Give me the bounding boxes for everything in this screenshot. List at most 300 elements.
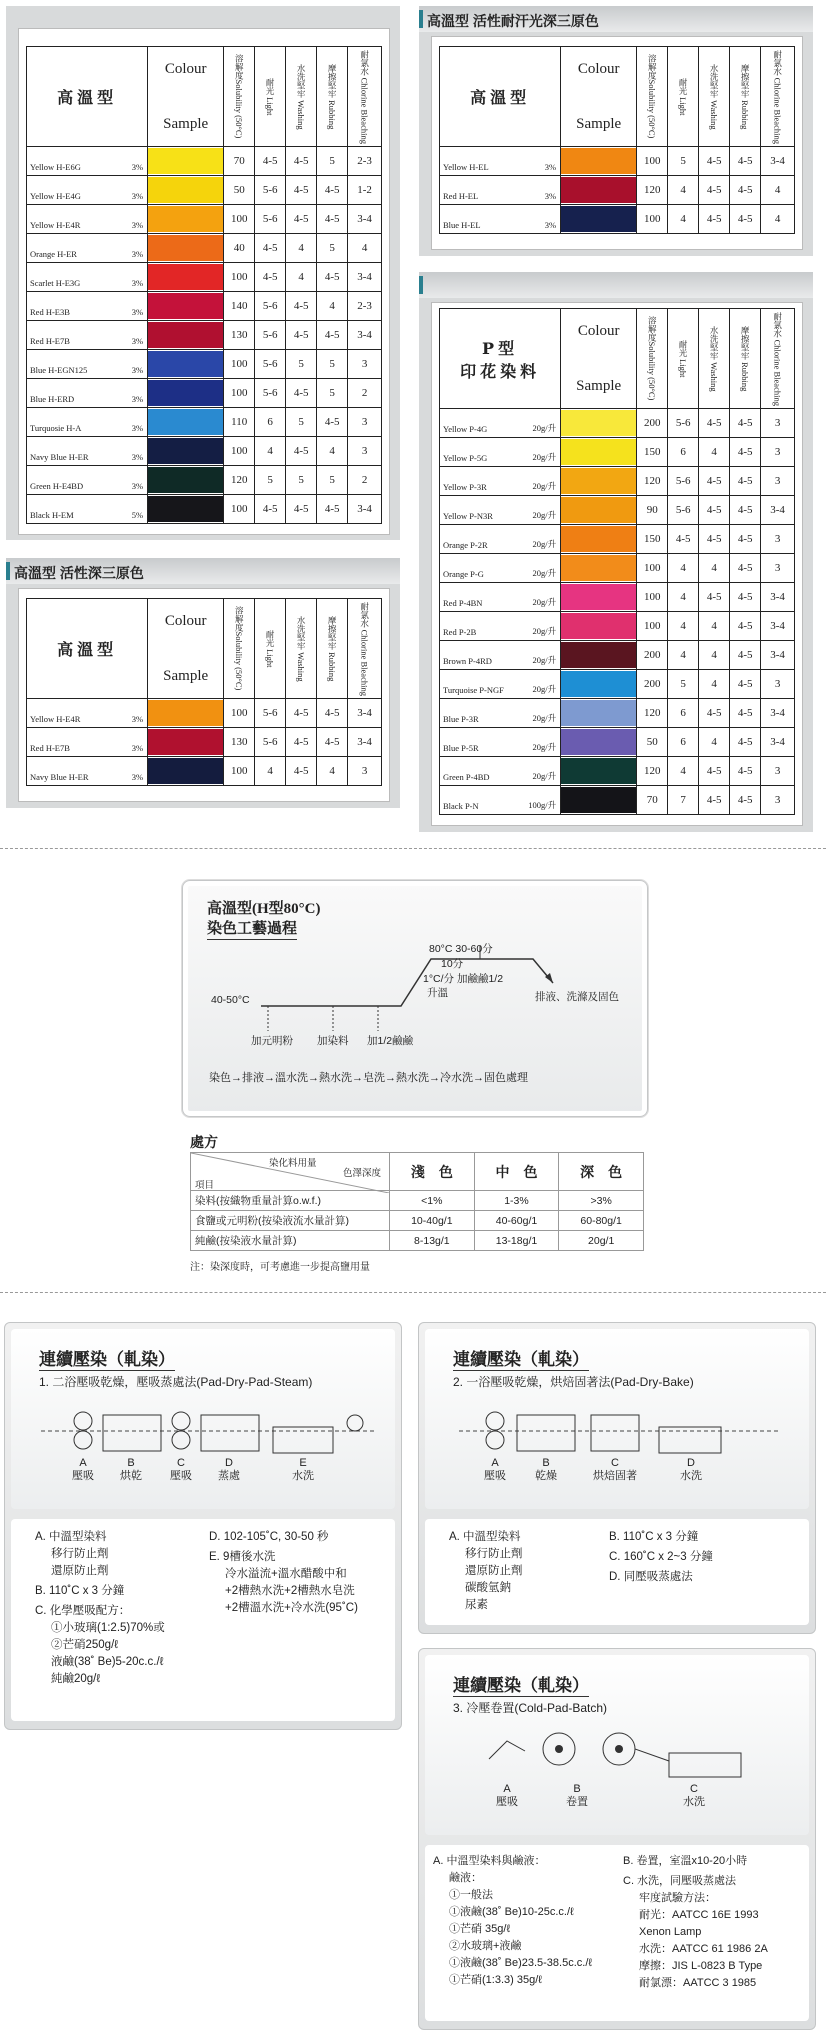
dye-value: 5: [286, 466, 317, 495]
process-subtitle: 染色工藝過程: [207, 919, 297, 940]
continuous-dyeing-1: [4, 1322, 402, 1730]
continuous-dyeing-2: [418, 1322, 816, 1634]
dye-row: [27, 699, 382, 728]
dye-value: 100: [637, 554, 668, 583]
dye-value: 40: [224, 234, 255, 263]
dye-value: 3-4: [761, 612, 795, 641]
dye-value: 4-5: [286, 728, 317, 757]
dye-value: 4-5: [730, 554, 761, 583]
colour-sample-header: Colour Sample: [561, 309, 637, 409]
pad-dry-bake-diagram: [419, 1323, 815, 1523]
note-line: B. 110˚C x 3 分鐘: [35, 1585, 125, 1597]
dye-name: Yellow H-EL 3%: [440, 147, 561, 176]
fastness-header-0: 溶解度Solubility (50°C): [224, 47, 255, 147]
dye-value: 130: [224, 321, 255, 350]
colour-swatch: [561, 612, 637, 641]
colour-swatch: [148, 176, 224, 205]
note-line: C. 化學壓吸配方：: [35, 1605, 131, 1617]
dye-value: 4: [317, 757, 348, 786]
dye-value: 4: [699, 438, 730, 467]
table-title-cell: [27, 599, 148, 699]
dye-row: [27, 757, 382, 786]
recipe-item: 染料(按織物重量計算o.w.f.): [191, 1191, 390, 1211]
dye-value: 70: [224, 147, 255, 176]
colour-swatch: [148, 205, 224, 234]
dye-table-perspiration: [439, 46, 795, 234]
colour-swatch: [148, 466, 224, 495]
note-line: 耐光：AATCC 16E 1993: [639, 1909, 759, 1921]
dye-name: Red H-E7B 3%: [27, 728, 148, 757]
col-medium: 中 色: [474, 1153, 559, 1191]
dye-value: 3: [761, 409, 795, 438]
dye-value: 4-5: [699, 525, 730, 554]
dye-value: 140: [224, 292, 255, 321]
dye-value: 5-6: [255, 176, 286, 205]
fastness-header-3: 摩擦堅牢 Rubbing: [730, 47, 761, 147]
dye-value: 100: [224, 379, 255, 408]
dye-value: 4-5: [286, 379, 317, 408]
note-line: +2槽溫水洗+冷水洗(95˚C): [225, 1602, 358, 1614]
dye-value: 4-5: [286, 495, 317, 524]
fastness-header-4: 耐氯水 Chlorine Bleaching: [348, 47, 382, 147]
dye-panel-high-temp: [6, 6, 400, 540]
dye-row: [27, 379, 382, 408]
note-line: 尿素: [465, 1599, 488, 1611]
stage-c: C 烘焙固著: [593, 1457, 637, 1482]
dye-name: Green H-E4BD 3%: [27, 466, 148, 495]
fastness-header-1: 耐光 Light: [668, 309, 699, 409]
dye-value: 4-5: [286, 437, 317, 466]
dye-value: 90: [637, 496, 668, 525]
dye-value: 2: [348, 466, 382, 495]
note-line: D. 102-105˚C, 30-50 秒: [209, 1531, 329, 1543]
recipe-note: 注：染深度時，可考慮進一步提高鹽用量: [190, 1262, 370, 1273]
colour-swatch: [148, 699, 224, 728]
stage-b: B 乾燥: [535, 1457, 557, 1482]
dye-name: Yellow P-4G 20g/升: [440, 409, 561, 438]
colour-swatch: [148, 728, 224, 757]
dye-name: Navy Blue H-ER 3%: [27, 437, 148, 466]
colour-swatch: [148, 263, 224, 292]
dye-row: [440, 641, 795, 670]
table-title-cell: [440, 309, 561, 409]
fastness-header-1: 耐光 Light: [668, 47, 699, 147]
dye-row: [440, 205, 795, 234]
dye-value: 7: [668, 786, 699, 815]
colour-swatch: [148, 379, 224, 408]
dye-value: 4-5: [730, 583, 761, 612]
note-line: A. 中溫型染料: [35, 1531, 107, 1543]
dye-row: [440, 176, 795, 205]
colour-swatch: [561, 641, 637, 670]
colour-swatch: [561, 205, 637, 234]
dye-name: Navy Blue H-ER 3%: [27, 757, 148, 786]
dye-value: 4-5: [730, 612, 761, 641]
section-title: 連續壓染（軋染）: [453, 1345, 589, 1371]
dye-value: 4-5: [730, 699, 761, 728]
fastness-header-2: 水洗堅牢 Washing: [699, 309, 730, 409]
dye-value: 4-5: [699, 409, 730, 438]
note-line: ①小玻璃(1:2.5)70%或: [51, 1622, 165, 1634]
dye-value: 4-5: [699, 699, 730, 728]
pad-dry-pad-steam-notes: [35, 1529, 165, 1688]
stage-d: D 蒸處: [218, 1457, 240, 1482]
dye-value: 5: [668, 670, 699, 699]
dye-value: 4-5: [730, 176, 761, 205]
cold-pad-batch-notes-2: [623, 1853, 768, 1992]
dye-value: 4-5: [730, 147, 761, 176]
dye-row: [27, 728, 382, 757]
dye-value: 150: [637, 525, 668, 554]
dye-name: Brown P-4RD 20g/升: [440, 641, 561, 670]
dye-value: 4-5: [286, 147, 317, 176]
fastness-header-4: 耐氯水 Chlorine Bleaching: [348, 599, 382, 699]
note-line: C. 水洗，同壓吸蒸處法: [623, 1875, 737, 1887]
dye-value: 4-5: [699, 757, 730, 786]
table-title-cell: [27, 47, 148, 147]
colour-sample-header: Colour Sample: [148, 599, 224, 699]
fastness-header-1: 耐光 Light: [255, 599, 286, 699]
dye-name: Yellow P-3R 20g/升: [440, 467, 561, 496]
dye-value: 2-3: [348, 147, 382, 176]
dye-table-print: [439, 308, 795, 815]
dye-value: 1-2: [348, 176, 382, 205]
dye-value: 5-6: [255, 205, 286, 234]
panel-heading: 高溫型 活性深三原色: [14, 565, 144, 581]
dye-value: 150: [637, 438, 668, 467]
dye-value: 3-4: [348, 699, 382, 728]
note-line: D. 同壓吸蒸處法: [609, 1571, 693, 1583]
fastness-header-3: 摩擦堅牢 Rubbing: [317, 599, 348, 699]
dye-row: [27, 176, 382, 205]
dye-table-deep-primary: [26, 598, 382, 786]
dye-value: 100: [637, 612, 668, 641]
table-title: 高溫型: [57, 88, 118, 107]
process-box: [182, 880, 648, 1117]
dye-value: 5: [317, 379, 348, 408]
fastness-header-1: 耐光 Light: [255, 47, 286, 147]
dye-value: 3-4: [761, 699, 795, 728]
dye-value: 4: [668, 757, 699, 786]
dye-name: Red H-E7B 3%: [27, 321, 148, 350]
dye-value: 120: [637, 176, 668, 205]
cold-pad-batch-diagram: [419, 1649, 815, 1849]
dye-value: 4-5: [699, 467, 730, 496]
dye-value: 4-5: [255, 147, 286, 176]
dye-value: 200: [637, 670, 668, 699]
dye-name: Scarlet H-E3G 3%: [27, 263, 148, 292]
dye-name: Red H-E3B 3%: [27, 292, 148, 321]
panel-heading: 高溫型 活性耐汗光深三原色: [427, 13, 599, 29]
dye-value: 3: [761, 525, 795, 554]
table-title: 高溫型: [57, 640, 118, 659]
dye-value: 120: [224, 466, 255, 495]
dye-value: 3-4: [348, 263, 382, 292]
dye-row: [27, 437, 382, 466]
dye-value: 4-5: [317, 263, 348, 292]
dye-panel-perspiration: [419, 6, 813, 256]
dye-value: 3: [348, 408, 382, 437]
fastness-header-4: 耐氯水 Chlorine Bleaching: [761, 309, 795, 409]
note-line: C. 160˚C x 2~3 分鐘: [609, 1551, 713, 1563]
fastness-header-3: 摩擦堅牢 Rubbing: [730, 309, 761, 409]
colour-swatch: [148, 147, 224, 176]
stage-e: E 水洗: [292, 1457, 314, 1482]
dye-value: 5: [668, 147, 699, 176]
colour-swatch: [561, 699, 637, 728]
colour-swatch: [561, 467, 637, 496]
dye-value: 4: [761, 205, 795, 234]
section-title: 連續壓染（軋染）: [453, 1671, 589, 1697]
heating-rate: 1°C/分 加鹼鹼1/2: [423, 973, 504, 985]
dye-value: 100: [637, 583, 668, 612]
dye-value: 4-5: [730, 496, 761, 525]
fastness-header-0: 溶解度Solubility (50°C): [637, 309, 668, 409]
note-line: +2槽熱水洗+2槽熱水皂洗: [225, 1585, 355, 1597]
dye-value: 5-6: [668, 409, 699, 438]
dye-row: [440, 438, 795, 467]
step-1: 加元明粉: [251, 1035, 293, 1047]
dye-row: [440, 496, 795, 525]
dye-value: 4-5: [317, 205, 348, 234]
dye-value: 6: [255, 408, 286, 437]
dye-value: 5-6: [255, 292, 286, 321]
dye-value: 6: [668, 699, 699, 728]
dye-value: 5-6: [255, 379, 286, 408]
dye-value: 3: [761, 670, 795, 699]
fastness-header-0: 溶解度Solubility (50°C): [224, 599, 255, 699]
dye-row: [440, 583, 795, 612]
dye-value: 100: [224, 350, 255, 379]
dye-value: 100: [224, 495, 255, 524]
dye-name: Yellow H-E4R 3%: [27, 699, 148, 728]
divider: [0, 848, 826, 849]
dye-value: 4-5: [255, 234, 286, 263]
note-line: 液鹼(38˚ Be)5-20c.c./ℓ: [51, 1656, 164, 1668]
dye-value: 5: [317, 234, 348, 263]
dye-row: [440, 728, 795, 757]
dye-value: 4: [699, 670, 730, 699]
note-line: ①液鹼(38˚ Be)10-25c.c./ℓ: [449, 1906, 574, 1918]
dye-value: 4: [699, 728, 730, 757]
note-line: ①液鹼(38˚ Be)23.5-38.5c.c./ℓ: [449, 1957, 592, 1969]
dye-value: 3: [761, 786, 795, 815]
dye-name: Turquosie H-A 3%: [27, 408, 148, 437]
dye-value: 5: [317, 350, 348, 379]
dye-row: [27, 205, 382, 234]
dye-value: 4-5: [699, 496, 730, 525]
dye-value: 4: [286, 263, 317, 292]
dye-value: 4: [668, 176, 699, 205]
note-line: A. 中溫型染料與鹼液：: [433, 1855, 546, 1867]
table-title: 高溫型: [470, 88, 531, 107]
dye-name: Black P-N 100g/升: [440, 786, 561, 815]
dye-row: [27, 466, 382, 495]
process-flow: 染色→排液→溫水洗→熱水洗→皂洗→熱水洗→冷水洗→固色處理: [209, 1072, 528, 1084]
pad-dry-bake-notes-2: [609, 1529, 713, 1586]
dye-value: 4-5: [730, 786, 761, 815]
note-line: Xenon Lamp: [639, 1926, 702, 1938]
dye-value: 6: [668, 438, 699, 467]
colour-swatch: [148, 234, 224, 263]
dye-row: [440, 670, 795, 699]
note-line: 鹼液：: [449, 1872, 482, 1884]
note-line: ②水玻璃+液鹼: [449, 1940, 522, 1952]
dye-value: 4-5: [317, 408, 348, 437]
dye-value: 4-5: [730, 205, 761, 234]
stage-b: B 烘乾: [120, 1457, 142, 1482]
pad-dry-bake-notes: [449, 1529, 523, 1614]
dye-value: 4-5: [317, 321, 348, 350]
dye-value: 2-3: [348, 292, 382, 321]
dye-value: 4: [668, 612, 699, 641]
colour-swatch: [561, 786, 637, 815]
dye-value: 3-4: [348, 728, 382, 757]
note-line: 水洗：AATCC 61 1986 2A: [639, 1943, 768, 1955]
dye-row: [27, 234, 382, 263]
note-line: ②芒硝250g/ℓ: [51, 1639, 118, 1651]
step-2: 加染料: [317, 1035, 349, 1047]
col-deep: 深 色: [559, 1153, 644, 1191]
dye-value: 100: [224, 699, 255, 728]
temp-low: 40-50°C: [211, 994, 250, 1006]
dye-row: [27, 408, 382, 437]
dye-name: Blue P-3R 20g/升: [440, 699, 561, 728]
dye-table-high-temp: [26, 46, 382, 524]
stage-c: C 壓吸: [170, 1457, 192, 1482]
dye-value: 5-6: [255, 728, 286, 757]
colour-swatch: [148, 495, 224, 524]
dye-value: 5-6: [255, 350, 286, 379]
stage-b: B 卷置: [566, 1783, 588, 1808]
dye-value: 5: [317, 147, 348, 176]
stage-a: A 壓吸: [496, 1783, 518, 1808]
dye-value: 3-4: [761, 496, 795, 525]
dye-name: Orange P-2R 20g/升: [440, 525, 561, 554]
dye-value: 3: [348, 350, 382, 379]
dye-value: 4-5: [699, 147, 730, 176]
col-light: 淺 色: [390, 1153, 475, 1191]
dye-row: [440, 409, 795, 438]
dye-value: 3: [761, 757, 795, 786]
table-title-2: 印花染料: [460, 361, 541, 381]
dye-name: Yellow H-E4G 3%: [27, 176, 148, 205]
dye-name: Red P-2B 20g/升: [440, 612, 561, 641]
dye-value: 4-5: [255, 495, 286, 524]
process-title: 高溫型(H型80°C): [207, 901, 321, 917]
drain-label: 排液、洗滌及固色: [535, 991, 619, 1003]
dye-value: 4-5: [699, 176, 730, 205]
section-subtitle: 1. 二浴壓吸乾燥，壓吸蒸處法(Pad-Dry-Pad-Steam): [39, 1375, 313, 1389]
note-line: B. 110˚C x 3 分鐘: [609, 1531, 699, 1543]
dye-value: 5-6: [255, 321, 286, 350]
dye-value: 130: [224, 728, 255, 757]
dye-row: [27, 350, 382, 379]
dye-value: 100: [224, 263, 255, 292]
dye-value: 4-5: [317, 699, 348, 728]
note-line: 移行防止劑: [465, 1548, 523, 1560]
dye-row: [440, 757, 795, 786]
dye-value: 4: [668, 554, 699, 583]
dye-value: 4: [317, 292, 348, 321]
dye-name: Orange H-ER 3%: [27, 234, 148, 263]
dye-value: 5-6: [255, 699, 286, 728]
dye-value: 3-4: [761, 728, 795, 757]
colour-swatch: [561, 670, 637, 699]
colour-swatch: [561, 176, 637, 205]
dye-value: 2: [348, 379, 382, 408]
colour-swatch: [148, 350, 224, 379]
note-line: 還原防止劑: [51, 1565, 109, 1577]
note-line: 牢度試驗方法：: [639, 1892, 716, 1904]
dye-row: [440, 786, 795, 815]
dye-name: Black H-EM 5%: [27, 495, 148, 524]
dye-value: 120: [637, 699, 668, 728]
dye-value: 3: [761, 438, 795, 467]
dye-value: 4-5: [286, 205, 317, 234]
fastness-header-2: 水洗堅牢 Washing: [286, 47, 317, 147]
colour-swatch: [561, 525, 637, 554]
dye-value: 4: [699, 641, 730, 670]
dye-value: 4: [255, 437, 286, 466]
dye-value: 4: [761, 176, 795, 205]
cold-pad-batch-notes: [433, 1853, 592, 1989]
dye-value: 4-5: [317, 495, 348, 524]
dye-value: 3-4: [761, 641, 795, 670]
dye-name: Red P-4BN 20g/升: [440, 583, 561, 612]
dye-value: 3-4: [761, 583, 795, 612]
dye-value: 4-5: [730, 525, 761, 554]
dye-row: [440, 699, 795, 728]
dye-name: Yellow P-5G 20g/升: [440, 438, 561, 467]
stage-a: A 壓吸: [484, 1457, 506, 1482]
dye-row: [440, 525, 795, 554]
dye-name: Turquoise P-NGF 20g/升: [440, 670, 561, 699]
recipe-corner: 染化料用量 色澤深度 項目: [191, 1153, 390, 1191]
note-line: 摩擦：JIS L-0823 B Type: [639, 1960, 763, 1972]
dye-value: 4-5: [317, 728, 348, 757]
colour-swatch: [148, 437, 224, 466]
hold-time: 10分: [441, 958, 464, 970]
pad-dry-pad-steam-diagram: [5, 1323, 401, 1523]
dye-name: Blue H-EL 3%: [440, 205, 561, 234]
colour-swatch: [561, 147, 637, 176]
dye-value: 3-4: [348, 205, 382, 234]
colour-swatch: [148, 292, 224, 321]
note-line: A. 中溫型染料: [449, 1531, 521, 1543]
stage-c: C 水洗: [683, 1783, 705, 1808]
dye-name: Orange P-G 20g/升: [440, 554, 561, 583]
table-title-cell: [440, 47, 561, 147]
fastness-header-4: 耐氯水 Chlorine Bleaching: [761, 47, 795, 147]
dye-row: [440, 554, 795, 583]
dye-value: 200: [637, 641, 668, 670]
dye-value: 100: [224, 437, 255, 466]
colour-swatch: [148, 408, 224, 437]
dye-value: 4-5: [286, 699, 317, 728]
section-title: 連續壓染（軋染）: [39, 1345, 175, 1371]
dye-value: 4-5: [730, 641, 761, 670]
dye-value: 100: [224, 757, 255, 786]
dye-value: 4: [699, 612, 730, 641]
dye-value: 4-5: [286, 321, 317, 350]
dye-value: 3: [761, 467, 795, 496]
step-3: 加1/2鹼鹼: [367, 1035, 414, 1047]
dye-name: Blue P-5R 20g/升: [440, 728, 561, 757]
section-subtitle: 3. 冷壓卷置(Cold-Pad-Batch): [453, 1701, 608, 1715]
stage-d: D 水洗: [680, 1457, 702, 1482]
fastness-header-3: 摩擦堅牢 Rubbing: [317, 47, 348, 147]
